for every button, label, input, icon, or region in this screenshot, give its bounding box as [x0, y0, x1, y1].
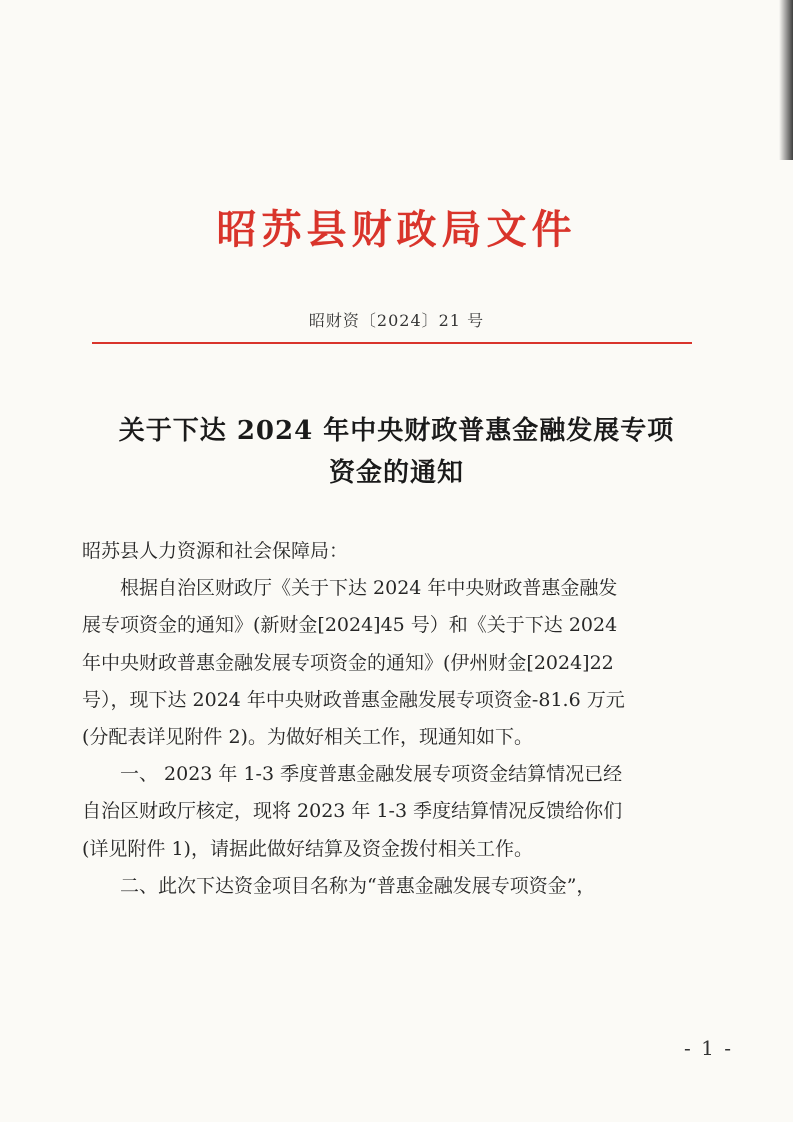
body-line: (分配表详见附件 2)。为做好相关工作，现通知如下。 — [82, 726, 533, 749]
body-line: 自治区财政厅核定，现将 2023 年 1-3 季度结算情况反馈给你们 — [82, 800, 623, 823]
body-line: (详见附件 1)，请据此做好结算及资金拨付相关工作。 — [82, 837, 533, 860]
agency-header-title: 昭苏县财政局文件 — [216, 206, 577, 253]
body-line: 年中央财政普惠金融发展专项资金的通知》(伊州财金[2024]22 — [82, 651, 614, 674]
red-divider-line — [92, 342, 692, 344]
notice-title-line-1: 关于下达 2024 年中央财政普惠金融发展专项 — [118, 416, 675, 446]
page-number: - 1 - — [684, 1036, 733, 1060]
notice-title — [60, 410, 733, 494]
scan-edge-shadow — [779, 0, 793, 160]
notice-title-line-2: 资金的通知 — [328, 458, 464, 488]
body-line: 二、此次下达资金项目名称为“普惠金融发展专项资金”， — [82, 874, 596, 897]
body-line: 一、 2023 年 1-3 季度普惠金融发展专项资金结算情况已经 — [82, 763, 623, 786]
body-line: 号），现下达 2024 年中央财政普惠金融发展专项资金-81.6 万元 — [82, 688, 625, 711]
notice-body — [82, 533, 722, 905]
body-line: 根据自治区财政厅《关于下达 2024 年中央财政普惠金融发 — [82, 577, 618, 600]
recipient-line: 昭苏县人力资源和社会保障局： — [82, 540, 349, 562]
body-line: 展专项资金的通知》(新财金[2024]45 号）和《关于下达 2024 — [82, 614, 618, 637]
document-number: 昭财资〔2024〕21 号 — [308, 311, 485, 330]
